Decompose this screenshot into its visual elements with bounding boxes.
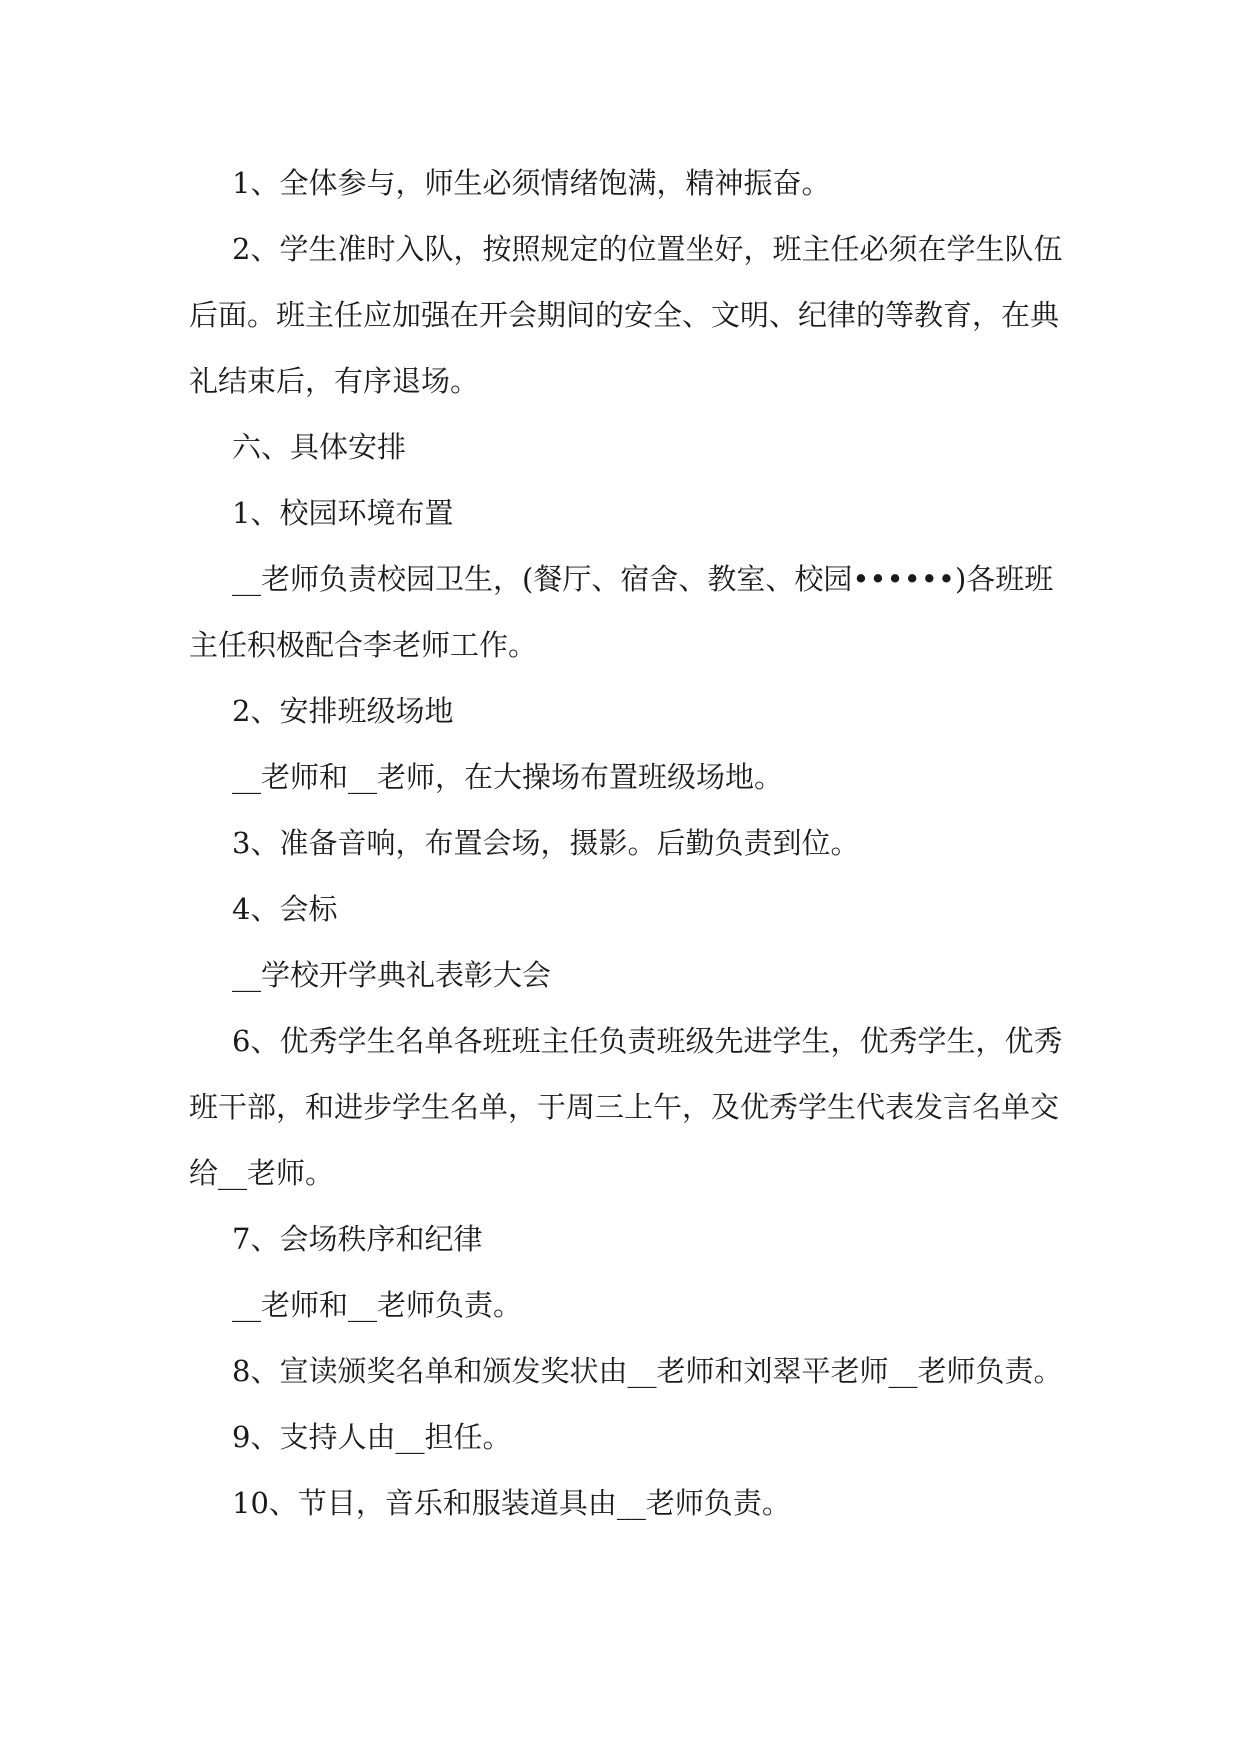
section-heading: 六、具体安排 [232, 430, 407, 464]
paragraph-4: 1、校园环境布置 [232, 496, 454, 530]
paragraph-16: 10、节目，音乐和服装道具由__老师负责。 [232, 1486, 791, 1520]
paragraph-11: 6、优秀学生名单各班班主任负责班级先进学生，优秀学生，优秀班干部，和进步学生名单，于周三上午，及优秀学生代表发言名单交给__老师。 [189, 1024, 1063, 1190]
paragraph-13: __老师和__老师负责。 [232, 1288, 523, 1322]
paragraph-9: 4、会标 [232, 892, 338, 926]
paragraph-7: __老师和__老师，在大操场布置班级场地。 [232, 760, 784, 794]
paragraph-12: 7、会场秩序和纪律 [232, 1222, 483, 1256]
paragraph-14: 8、宣读颁奖名单和颁发奖状由__老师和刘翠平老师__老师负责。 [232, 1354, 1063, 1388]
paragraph-2: 2、学生准时入队，按照规定的位置坐好，班主任必须在学生队伍后面。班主任应加强在开会期间的安全、文明、纪律的等教育，在典礼结束后，有序退场。 [189, 232, 1063, 398]
paragraph-6: 2、安排班级场地 [232, 694, 454, 728]
paragraph-10: __学校开学典礼表彰大会 [232, 958, 552, 992]
paragraph-8: 3、准备音响，布置会场，摄影。后勤负责到位。 [232, 826, 860, 860]
paragraph-5: __老师负责校园卫生，(餐厅、宿舍、教室、校园••••••)各班班主任积极配合李老师工作。 [189, 562, 1054, 662]
paragraph-15: 9、支持人由__担任。 [232, 1420, 512, 1454]
paragraph-1: 1、全体参与，师生必须情绪饱满，精神振奋。 [232, 166, 831, 200]
document-body [189, 150, 1065, 1536]
